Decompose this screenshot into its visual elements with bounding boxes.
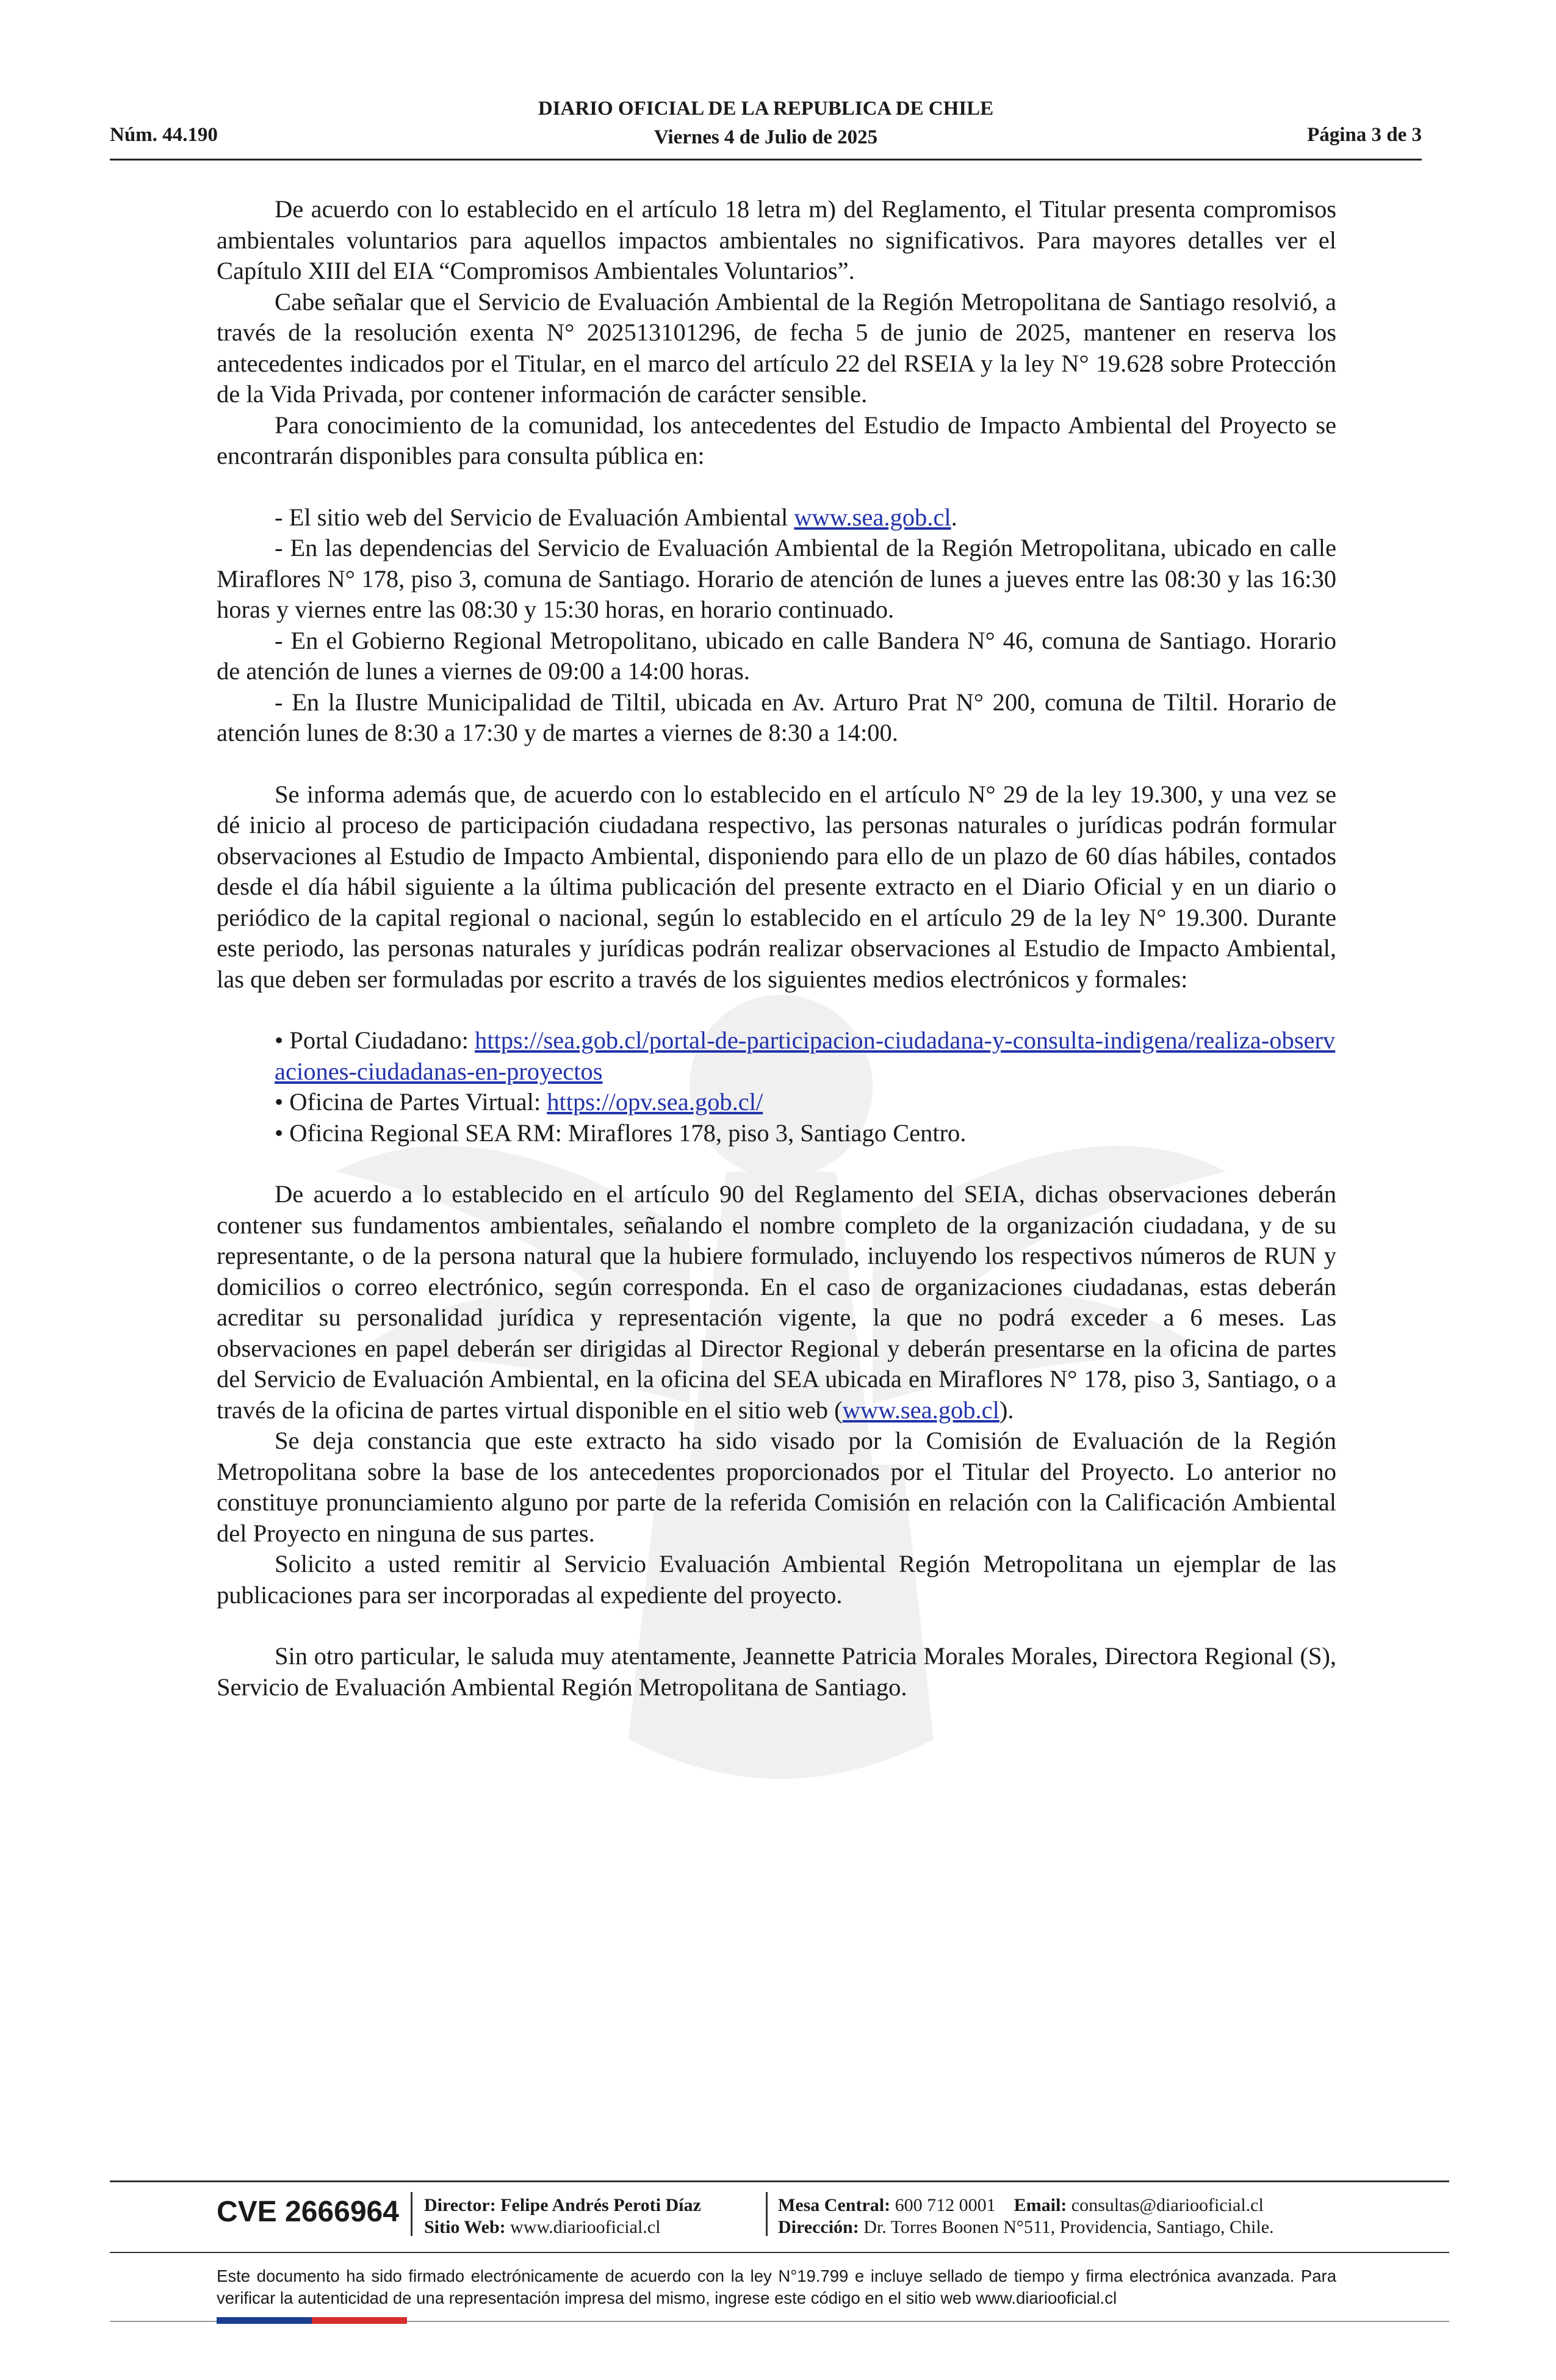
footer-contact-block <box>778 2194 1274 2238</box>
paragraph-commission-approval: Se deja constancia que este extracto ha sido visado por la Comisión de Evaluación de la Región Metropolitana sobre la base de los antecedentes proporcionados por el Titular del Proyecto. Lo anterior no constituye pronunciamiento alguno por parte de la referida Comisión en relación con la Calificación Ambiental del Proyecto en ninguna de sus partes. <box>217 1427 1336 1547</box>
observations-end: ). <box>999 1396 1014 1424</box>
footer-director-block <box>424 2194 701 2238</box>
director-line <box>424 2194 701 2216</box>
paragraph-citizen-participation: Se informa además que, de acuerdo con lo establecido en el artículo N° 29 de la ley 19.300, y una vez se dé inicio al proceso de participación ciudadana respectivo, las personas naturales o jurídicas podrán formular observaciones al Estudio de Impacto Ambiental, disponiendo para ello de un plazo de 60 días hábiles, contados desde el día hábil siguiente a la última publicación del presente extracto en el Diario Oficial y en un diario o periódico de la capital regional o nacional, según lo establecido en el artículo 29 de la ley N° 19.300. Durante este periodo, las personas naturales y jurídicas podrán realizar observaciones al Estudio de Impacto Ambiental, las que deben ser formuladas por escrito a través de los siguientes medios electrónicos y formales: <box>217 780 1336 993</box>
website-label: Sitio Web: <box>424 2217 506 2237</box>
portal-ciudadano-link[interactable]: https://sea.gob.cl/portal-de-participacion-ciudadana-y-consulta-indigena/realiza-observaciones-ciudadanas-en-proyectos <box>275 1026 1336 1085</box>
sea-website-link[interactable]: www.sea.gob.cl <box>794 503 951 531</box>
spacer <box>217 472 1336 502</box>
document-body <box>217 194 1336 1703</box>
website-url[interactable]: www.diariooficial.cl <box>510 2217 661 2237</box>
spacer <box>217 1610 1336 1641</box>
paragraph-request-copy: Solicito a usted remitir al Servicio Evaluación Ambiental Región Metropolitana un ejemplar de las publicaciones para ser incorporadas al expediente del proyecto. <box>217 1550 1336 1609</box>
spacer <box>217 995 1336 1025</box>
cve-code: CVE 2666964 <box>217 2196 399 2228</box>
bullet-oficina-partes <box>217 1087 1336 1118</box>
email-label: Email: <box>1014 2195 1067 2215</box>
website-line <box>424 2216 701 2238</box>
sea-website-link-2[interactable]: www.sea.gob.cl <box>842 1396 1000 1424</box>
paragraph-signature: Sin otro particular, le saluda muy atentamente, Jeannette Patricia Morales Morales, Directora Regional (S), Servicio de Evaluación Ambiental Región Metropolitana de Santiago. <box>217 1642 1336 1701</box>
address-text: Dr. Torres Boonen N°511, Providencia, Santiago, Chile. <box>863 2217 1274 2237</box>
issue-number: Núm. 44.190 <box>110 124 218 146</box>
publication-title: DIARIO OFICIAL DE LA REPUBLICA DE CHILE <box>538 98 994 120</box>
phone-email-line <box>778 2194 1274 2216</box>
email-address[interactable]: consultas@diariooficial.cl <box>1071 2195 1264 2215</box>
oficina-partes-link[interactable]: https://opv.sea.gob.cl/ <box>547 1088 763 1116</box>
location-municipality-tiltil: - En la Ilustre Municipalidad de Tiltil, ubicada en Av. Arturo Prat N° 200, comuna de Tiltil. Horario de atención lunes de 8:30 a 17:30 y de martes a viernes de 8:30 a 14:00. <box>217 688 1336 746</box>
location-sea-office: - En las dependencias del Servicio de Evaluación Ambiental de la Región Metropolitana, ubicado en calle Miraflores N° 178, piso 3, comuna de Santiago. Horario de atención de lunes a jueves entre las 08:30 y las 16:30 horas y viernes entre las 08:30 y 15:30 horas, en horario continuado. <box>217 534 1336 623</box>
header-center <box>110 95 1422 152</box>
phone-label: Mesa Central: <box>778 2195 891 2215</box>
location-regional-government: - En el Gobierno Regional Metropolitano, ubicado en calle Bandera N° 46, comuna de Santiago. Horario de atención de lunes a viernes de 09:00 a 14:00 horas. <box>217 626 1336 685</box>
spacer <box>217 1149 1336 1179</box>
location-website <box>217 502 1336 533</box>
flag-stripe <box>217 2317 407 2324</box>
bullet-portal-ciudadano <box>217 1025 1336 1087</box>
footer-middle-rule <box>110 2252 1449 2253</box>
paragraph-reserved-info: Cabe señalar que el Servicio de Evaluación Ambiental de la Región Metropolitana de Santiago resolvió, a través de la resolución exenta N° 202513101296, de fecha 5 de junio de 2025, mantener en reserva los antecedentes indicados por el Titular, en el marco del artículo 22 del RSEIA y la ley N° 19.628 sobre Protección de la Vida Privada, por contener información de carácter sensible. <box>217 287 1336 408</box>
footer-separator <box>766 2192 768 2236</box>
location-website-period: . <box>951 503 957 531</box>
location-website-text: - El sitio web del Servicio de Evaluación Ambiental <box>275 503 794 531</box>
page-number: Página 3 de 3 <box>1307 124 1422 146</box>
footer-separator <box>411 2192 412 2236</box>
publication-date: Viernes 4 de Julio de 2025 <box>654 126 878 148</box>
flag-blue-segment <box>217 2317 312 2324</box>
spacer <box>217 749 1336 779</box>
paragraph-public-consultation: Para conocimiento de la comunidad, los antecedentes del Estudio de Impacto Ambiental del Proyecto se encontrarán disponibles para consulta pública en: <box>217 411 1336 469</box>
footer-top-rule <box>110 2180 1449 2182</box>
paragraph-observations-requirements <box>217 1179 1336 1426</box>
footer-info <box>217 2192 1407 2241</box>
bullet-oficina-regional: • Oficina Regional SEA RM: Miraflores 178, piso 3, Santiago Centro. <box>275 1119 967 1147</box>
bullet-oficina-label: • Oficina de Partes Virtual: <box>275 1088 547 1116</box>
director-label: Director: <box>424 2195 496 2215</box>
flag-red-segment <box>312 2317 407 2324</box>
address-line <box>778 2216 1274 2238</box>
legal-notice: Este documento ha sido firmado electrónicamente de acuerdo con la ley N°19.799 e incluye sellado de tiempo y firma electrónica avanzada. Para verificar la autenticidad de una representación impresa del mismo, ingrese este código en el sitio web www.diariooficial.cl <box>217 2266 1336 2307</box>
paragraph-voluntary-commitments: De acuerdo con lo establecido en el artículo 18 letra m) del Reglamento, el Titular presenta compromisos ambientales voluntarios para aquellos impactos ambientales no significativos. Para mayores detalles ver el Capítulo XIII del EIA “Compromisos Ambientales Voluntarios”. <box>217 195 1336 284</box>
phone-number: 600 712 0001 <box>895 2195 996 2215</box>
page-header <box>110 95 1422 160</box>
bullet-portal-label: • Portal Ciudadano: <box>275 1026 475 1054</box>
director-name: Felipe Andrés Peroti Díaz <box>500 2195 701 2215</box>
observations-text: De acuerdo a lo establecido en el artículo 90 del Reglamento del SEIA, dichas observaciones deberán contener sus fundamentos ambientales, señalando el nombre completo de la organización ciudadana, y de su representante, o de la persona natural que la hubiere formulado, incluyendo los respectivos números de RUN y domicilios o correo electrónico, según corresponda. En el caso de organizaciones ciudadanas, estas deberán acreditar su personalidad jurídica y representación vigente, la que no podrá exceder a 6 meses. Las observaciones en papel deberán ser dirigidas al Director Regional y deberán presentarse en la oficina de partes del Servicio de Evaluación Ambiental, en la oficina del SEA ubicada en Miraflores N° 178, piso 3, Santiago, o a través de la oficina de partes virtual disponible en el sitio web ( <box>217 1180 1336 1424</box>
address-label: Dirección: <box>778 2217 859 2237</box>
